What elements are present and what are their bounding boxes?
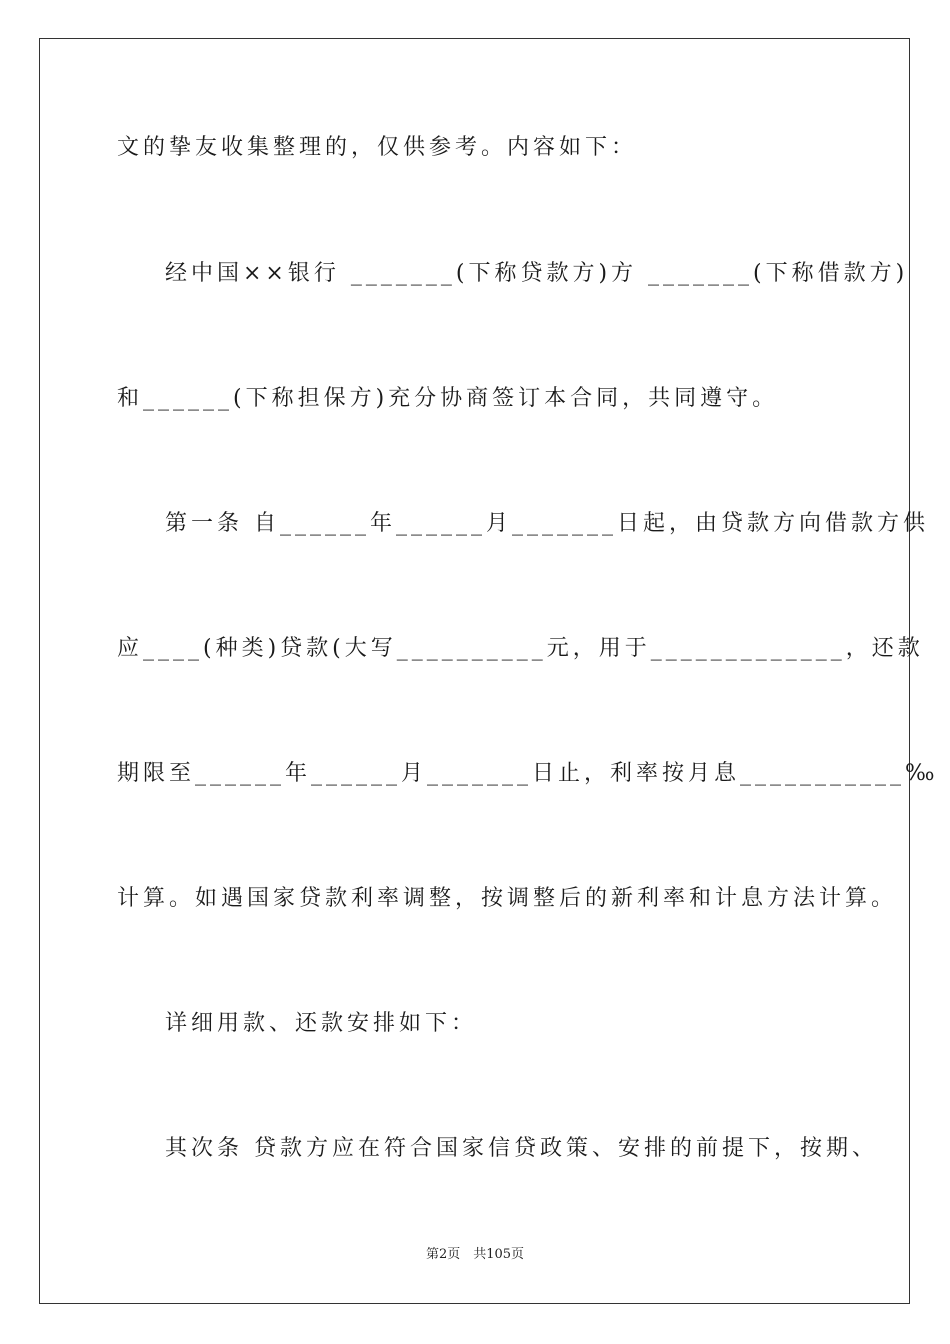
text-line-7: 计算。如遇国家贷款利率调整，按调整后的新利率和计息方法计算。 (117, 886, 898, 911)
text-line-8: 详细用款、还款安排如下： (165, 1011, 478, 1036)
page-border (39, 38, 939, 1304)
text-line-4: 第一条 自______年______月_______日起，由贷款方向借款方供 (165, 511, 929, 536)
text-line-3: 和______(下称担保方)充分协商签订本合同，共同遵守。 (117, 386, 779, 411)
text-line-6: 期限至______年______月_______日止，利率按月息___________‰ (117, 761, 939, 786)
text-line-2: 经中国××银行 _______(下称贷款方)方 _______(下称借款方) (165, 261, 909, 286)
text-line-5: 应____(种类)贷款(大写__________元，用于_____________，还款 (117, 636, 924, 661)
text-line-9: 其次条 贷款方应在符合国家信贷政策、安排的前提下，按期、 (165, 1136, 878, 1161)
text-line-1: 文的挚友收集整理的，仅供参考。内容如下： (117, 135, 638, 160)
page-number-footer: 第2页 共105页 (425, 1247, 525, 1262)
